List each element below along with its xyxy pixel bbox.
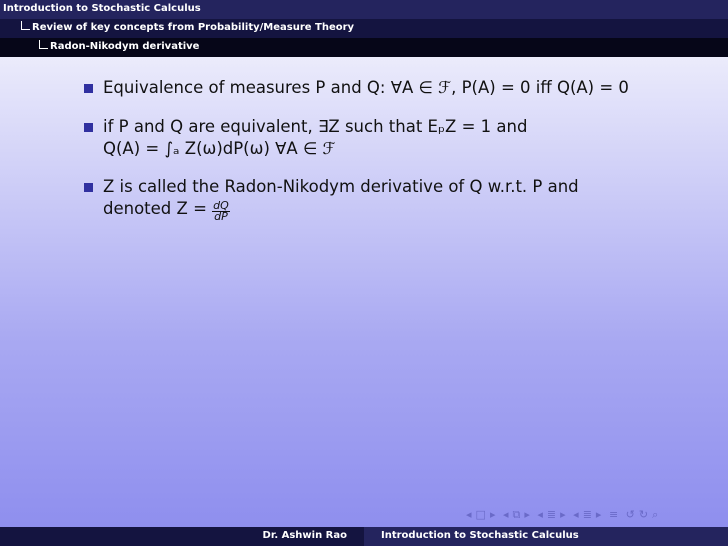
fraction-dq-dp: $\frac{dQ}{dP}$ [213, 199, 229, 223]
bullet-text-line2: denoted Z = [103, 199, 213, 218]
header-subsection-title[interactable]: Review of key concepts from Probability/Measure Theory [32, 22, 355, 33]
beamer-navigation [466, 508, 662, 522]
footer-bar [0, 527, 728, 546]
footer-title-box [364, 527, 728, 546]
tree-connector-icon [21, 21, 30, 30]
nav-section-next-icon[interactable]: ▸ [560, 508, 566, 521]
nav-frame-next-icon[interactable]: ▸ [489, 508, 496, 521]
bullet-text: Z is called the Radon-Nikodym derivative of Q w.r.t. P and [103, 177, 579, 196]
header-subsubsection-bar [0, 38, 728, 57]
footer-author: Dr. Ashwin Rao [262, 530, 347, 541]
header-subsubsection-title[interactable]: Radon-Nikodym derivative [50, 41, 200, 52]
footer-title: Introduction to Stochastic Calculus [381, 530, 579, 541]
bullet-text-line2: Q(A) = ∫ₐ Z(ω)dP(ω) ∀A ∈ ℱ [103, 139, 336, 158]
nav-subsection-prev-icon[interactable]: ◂ [502, 508, 509, 521]
nav-doc-icon[interactable]: ≣ [582, 508, 592, 521]
bullet-square-icon [84, 183, 93, 192]
header-subsection-bar [0, 19, 728, 38]
bullet-text: Equivalence of measures P and Q: ∀A ∈ ℱ, P(A) = 0 iff Q(A) = 0 [103, 78, 629, 97]
nav-frame-icon[interactable]: □ [475, 508, 486, 521]
nav-section-prev-icon[interactable]: ◂ [537, 508, 543, 521]
header-section-bar [0, 0, 728, 19]
nav-doc-next-icon[interactable]: ▸ [595, 508, 602, 521]
bullet-square-icon [84, 123, 93, 132]
nav-search-icon[interactable]: ⌕ [652, 508, 659, 521]
nav-frame-prev-icon[interactable]: ◂ [466, 508, 472, 521]
header-section-title[interactable]: Introduction to Stochastic Calculus [3, 3, 201, 14]
nav-subsection-next-icon[interactable]: ▸ [524, 508, 530, 521]
nav-forward-icon[interactable]: ↻ [638, 508, 649, 521]
nav-align-icon[interactable]: ≡ [608, 508, 619, 521]
bullet-square-icon [84, 84, 93, 93]
nav-section-icon[interactable]: ≣ [546, 508, 557, 521]
nav-subsection-icon[interactable]: ⧉ [512, 508, 521, 521]
bullet-text: if P and Q are equivalent, ∃Z such that EₚZ = 1 and [103, 117, 528, 136]
tree-connector-icon [39, 40, 48, 49]
nav-doc-prev-icon[interactable]: ◂ [573, 508, 579, 521]
footer-author-box [0, 527, 364, 546]
nav-back-icon[interactable]: ↺ [625, 508, 635, 521]
